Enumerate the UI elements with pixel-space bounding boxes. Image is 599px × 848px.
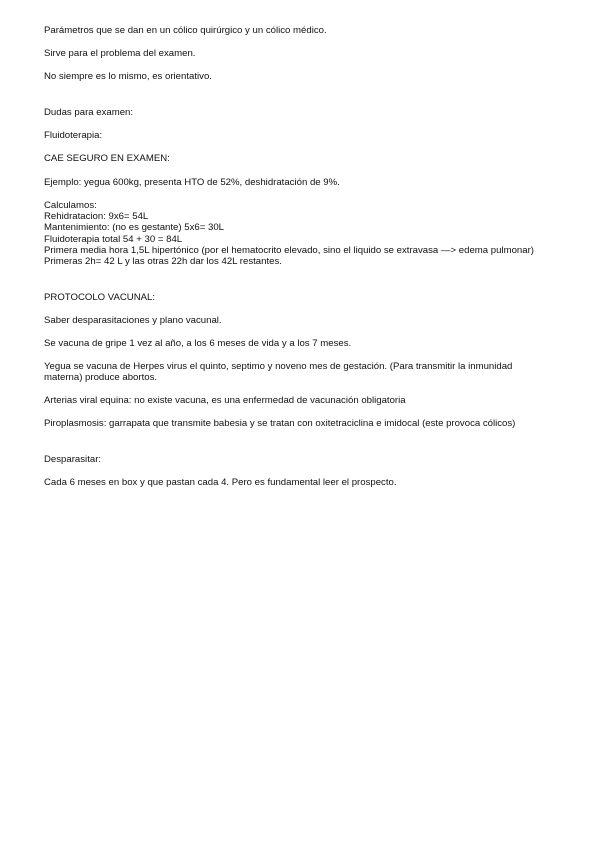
herpes-line-1: Yegua se vacuna de Herpes virus el quinto, septimo y noveno mes de gestación. (Para transmitir la inmunidad — [44, 361, 513, 372]
heading-protocolo-vacunal: PROTOCOLO VACUNAL: — [44, 292, 156, 303]
paragraph-desparasitaciones: Saber desparasitaciones y plano vacunal. — [44, 315, 222, 326]
calc-line: Calculamos: — [44, 200, 97, 211]
calc-line: Rehidratacion: 9x6= 54L — [44, 211, 149, 223]
paragraph-orientativo: No siempre es lo mismo, es orientativo. — [44, 71, 212, 82]
heading-cae-seguro: CAE SEGURO EN EXAMEN: — [44, 153, 170, 164]
paragraph-herpes — [44, 361, 569, 383]
calc-line: Primeras 2h= 42 L y las otras 22h dar los 42L restantes. — [44, 256, 282, 268]
paragraph-colico-parametros: Parámetros que se dan en un cólico quirúrgico y un cólico médico. — [44, 25, 327, 36]
paragraph-cada-6-meses: Cada 6 meses en box y que pastan cada 4. Pero es fundamental leer el prospecto. — [44, 477, 397, 488]
herpes-line-2: materna) produce abortos. — [44, 372, 158, 384]
paragraph-piroplasmosis: Piroplasmosis: garrapata que transmite babesia y se tratan con oxitetraciclina e imidocal (este provoca cólicos) — [44, 418, 516, 429]
paragraph-ejemplo: Ejemplo: yegua 600kg, presenta HTO de 52%, deshidratación de 9%. — [44, 177, 340, 188]
heading-desparasitar: Desparasitar: — [44, 454, 102, 465]
calc-line: Fluidoterapia total 54 + 30 = 84L — [44, 233, 183, 245]
calc-line: Mantenimiento: (no es gestante) 5x6= 30L — [44, 222, 224, 234]
paragraph-gripe: Se vacuna de gripe 1 vez al año, a los 6 meses de vida y a los 7 meses. — [44, 338, 352, 349]
paragraph-arteritis: Arterias viral equina: no existe vacuna, es una enfermedad de vacunación obligatoria — [44, 395, 406, 406]
heading-dudas-examen: Dudas para examen: — [44, 107, 134, 118]
calc-line: Primera media hora 1,5L hipertónico (por el hematocrito elevado, sino el liquido se extravasa —> edema pulmonar) — [44, 244, 534, 256]
paragraph-sirve-examen: Sirve para el problema del examen. — [44, 48, 196, 59]
calculation-block — [44, 200, 569, 267]
heading-fluidoterapia: Fluidoterapia: — [44, 130, 103, 141]
